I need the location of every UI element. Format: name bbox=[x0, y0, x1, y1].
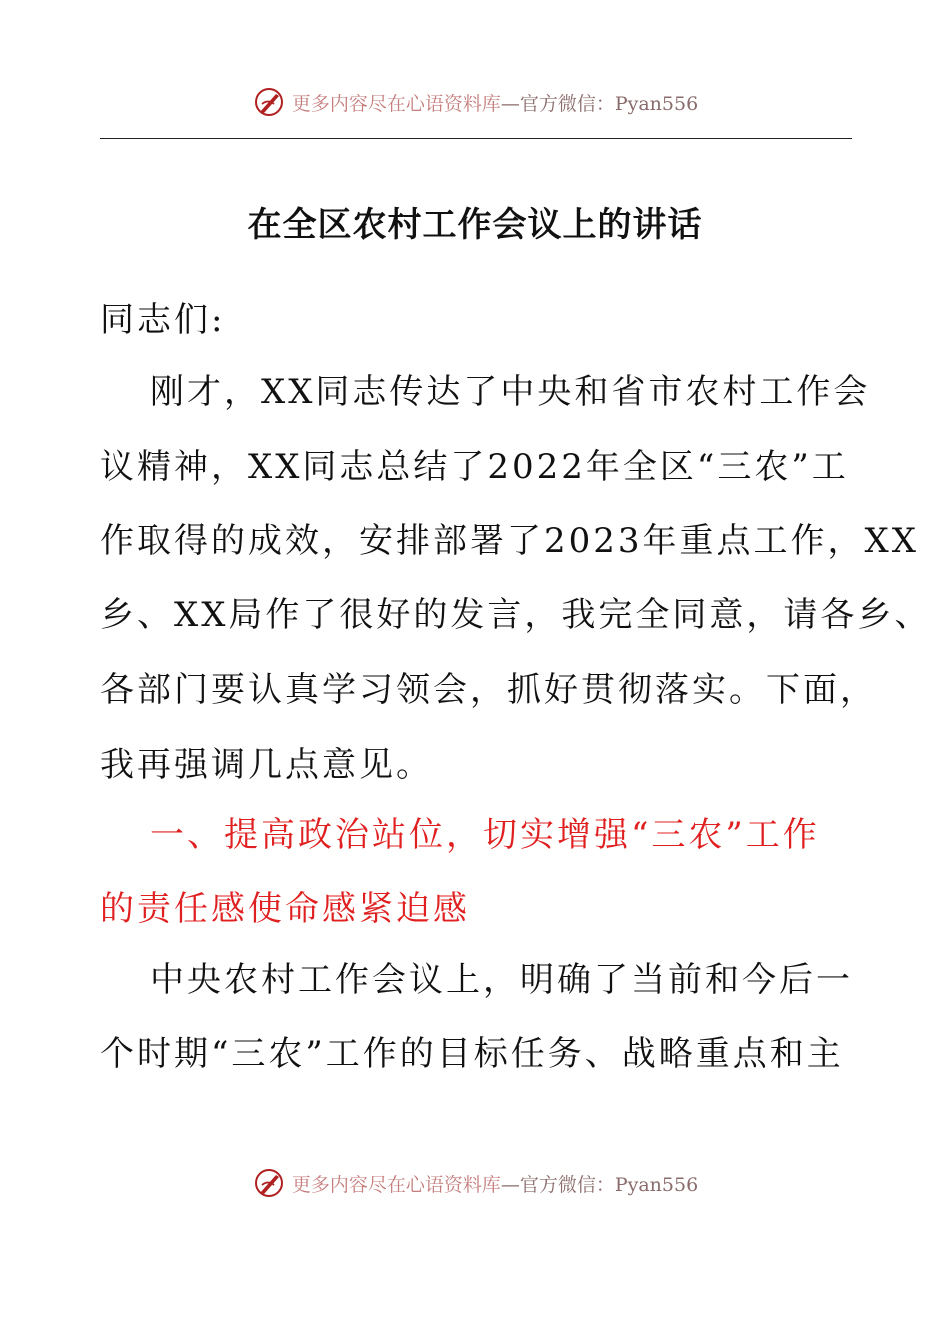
greeting: 同志们: bbox=[100, 300, 226, 340]
header-banner bbox=[0, 82, 950, 122]
banner-text: 更多内容尽在心语资料库—官方微信：Pyan556 bbox=[291, 1173, 699, 1196]
paragraph-line: 议精神，XX同志总结了2022年全区“三农”工 bbox=[100, 447, 849, 487]
header-divider bbox=[100, 138, 852, 139]
paragraph-line: 作取得的成效，安排部署了2023年重点工作，XX bbox=[100, 521, 919, 561]
scroll-quill-logo-icon bbox=[252, 84, 288, 120]
scroll-quill-logo-icon bbox=[252, 1165, 288, 1201]
section-heading-line: 的责任感使命感紧迫感 bbox=[100, 889, 470, 929]
section-heading-line: 一、提高政治站位，切实增强“三农”工作 bbox=[150, 815, 820, 855]
paragraph-line: 乡、XX局作了很好的发言，我完全同意，请各乡、 bbox=[100, 595, 932, 635]
paragraph-line: 各部门要认真学习领会，抓好贯彻落实。下面， bbox=[100, 670, 877, 710]
paragraph-line: 中央农村工作会议上，明确了当前和今后一 bbox=[150, 960, 853, 1000]
document-title: 在全区农村工作会议上的讲话 bbox=[247, 205, 703, 245]
paragraph-line: 刚才，XX同志传达了中央和省市农村工作会 bbox=[150, 372, 871, 412]
paragraph-line: 个时期“三农”工作的目标任务、战略重点和主 bbox=[100, 1034, 844, 1074]
footer-banner bbox=[0, 1163, 950, 1203]
banner-text: 更多内容尽在心语资料库—官方微信：Pyan556 bbox=[291, 92, 699, 115]
paragraph-line: 我再强调几点意见。 bbox=[100, 745, 433, 785]
